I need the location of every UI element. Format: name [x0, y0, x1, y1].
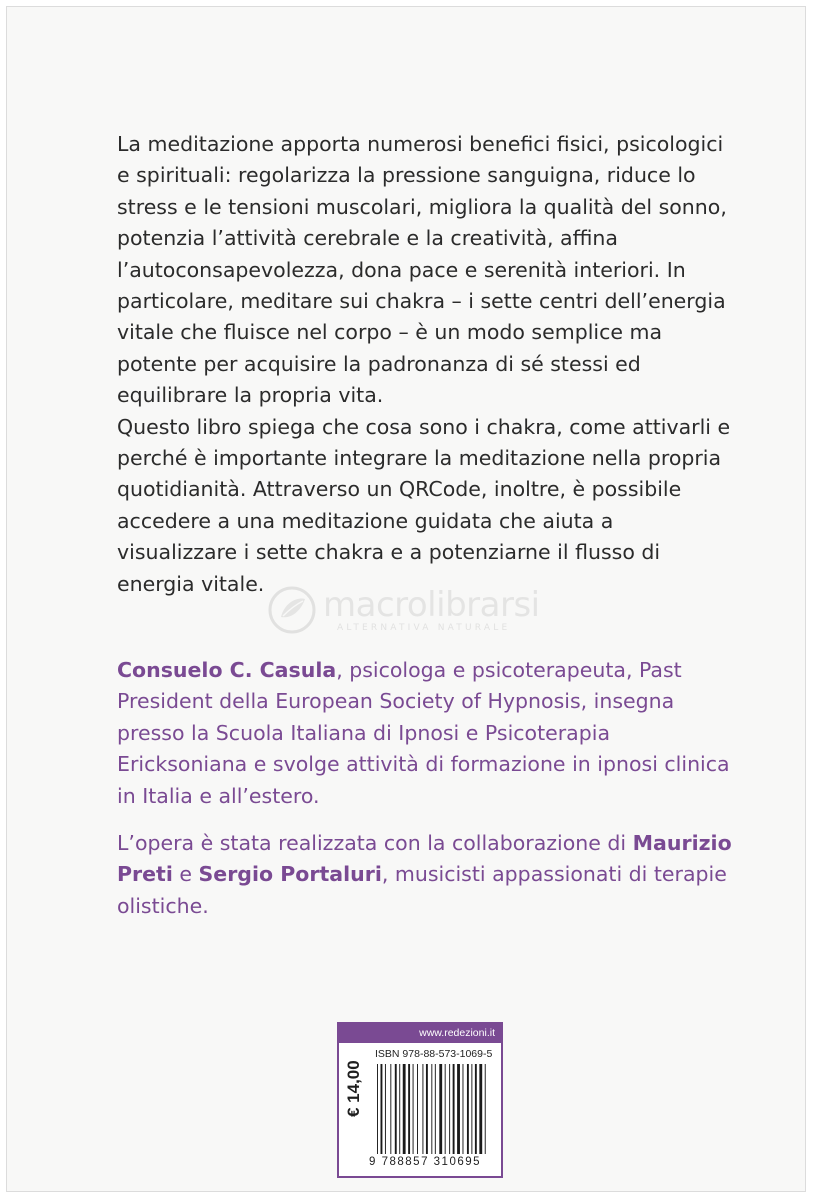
author-section — [117, 655, 737, 938]
barcode-bar — [395, 1064, 397, 1154]
macrolibrarsi-watermark — [265, 581, 575, 641]
author-bio — [117, 655, 737, 812]
price-label: € 14,00 — [344, 1060, 363, 1117]
barcode-bar — [431, 1064, 432, 1154]
barcode-digits: 9 788857 310695 — [369, 1156, 482, 1168]
author-name: Consuelo C. Casula — [117, 658, 337, 682]
watermark-tagline: ALTERNATIVA NATURALE — [337, 623, 511, 633]
isbn-label: ISBN 978-88-573-1069-5 — [375, 1048, 493, 1060]
leaf-logo-icon — [265, 583, 319, 637]
barcode-bar — [408, 1064, 410, 1154]
barcode-bar — [457, 1064, 460, 1154]
barcode-bars — [375, 1064, 497, 1154]
barcode-bar — [467, 1064, 469, 1154]
barcode-bar — [439, 1064, 442, 1154]
book-blurb — [117, 129, 737, 600]
barcode-bar — [422, 1064, 423, 1154]
barcode-bar — [390, 1064, 391, 1154]
barcode-bar — [413, 1064, 414, 1154]
barcode-bar — [485, 1064, 486, 1154]
barcode-bar — [445, 1064, 446, 1154]
collab-suffix: , musicisti appassionati di terapie olistiche. — [117, 862, 727, 918]
publisher-website: www.redezioni.it — [339, 1024, 501, 1043]
barcode-bar — [385, 1064, 386, 1154]
barcode-bar — [426, 1064, 428, 1154]
barcode-bar — [479, 1064, 482, 1154]
collaborator-2: Sergio Portaluri — [198, 862, 382, 887]
barcode-bar — [475, 1064, 477, 1154]
collaborator-1: Maurizio Preti — [117, 831, 732, 887]
barcode-bar — [399, 1064, 400, 1154]
barcode-bar — [403, 1064, 406, 1154]
blurb-paragraph-1: La meditazione apporta numerosi benefici fisici, psicologici e spirituali: regolarizza la pressione sanguigna, riduce lo stress e le tensioni muscolari, migliora la qualità del sonno, potenzia l’attività cerebrale e la creatività, affina l’autoconsapevolezza, dona pace e serenità interiori. In particolare, meditare sui chakra – i sette centri dell’energia vitale che fluisce nel corpo – è un modo semplice ma potente per acquisire la padronanza di sé stessi ed equilibrare la propria vita. — [117, 132, 727, 408]
barcode-bar — [449, 1064, 450, 1154]
author-bio-text: , psicologa e psicoterapeuta, Past President della European Society of Hypnosis, insegna presso la Scuola Italiana di Ipnosi e Psicoterapia Ericksoniana e svolge attività di formazione in ipnosi clinica in Italia e all’estero. — [117, 658, 730, 808]
barcode-bar — [417, 1064, 418, 1154]
blurb-paragraph-2: Questo libro spiega che cosa sono i chakra, come attivarli e perché è importante integrare la meditazione nella propria quotidianità. Attraverso un QRCode, inoltre, è possibile accedere a una meditazione guidata che aiuta a visualizzare i sette chakra e a potenziarne il flusso di energia vitale. — [117, 414, 731, 596]
barcode-box — [337, 1022, 503, 1178]
collab-conj: e — [172, 862, 199, 887]
book-back-cover — [6, 6, 806, 1192]
barcode-bar — [435, 1064, 436, 1154]
barcode-bar — [381, 1064, 383, 1154]
watermark-name: macrolibrarsi — [323, 585, 540, 625]
barcode-bar — [377, 1064, 378, 1154]
barcode-bar — [463, 1064, 464, 1154]
barcode-bar — [471, 1064, 472, 1154]
collaboration-note — [117, 828, 737, 922]
collab-prefix: L’opera è stata realizzata con la collaborazione di — [117, 831, 633, 856]
barcode-bar — [453, 1064, 455, 1154]
